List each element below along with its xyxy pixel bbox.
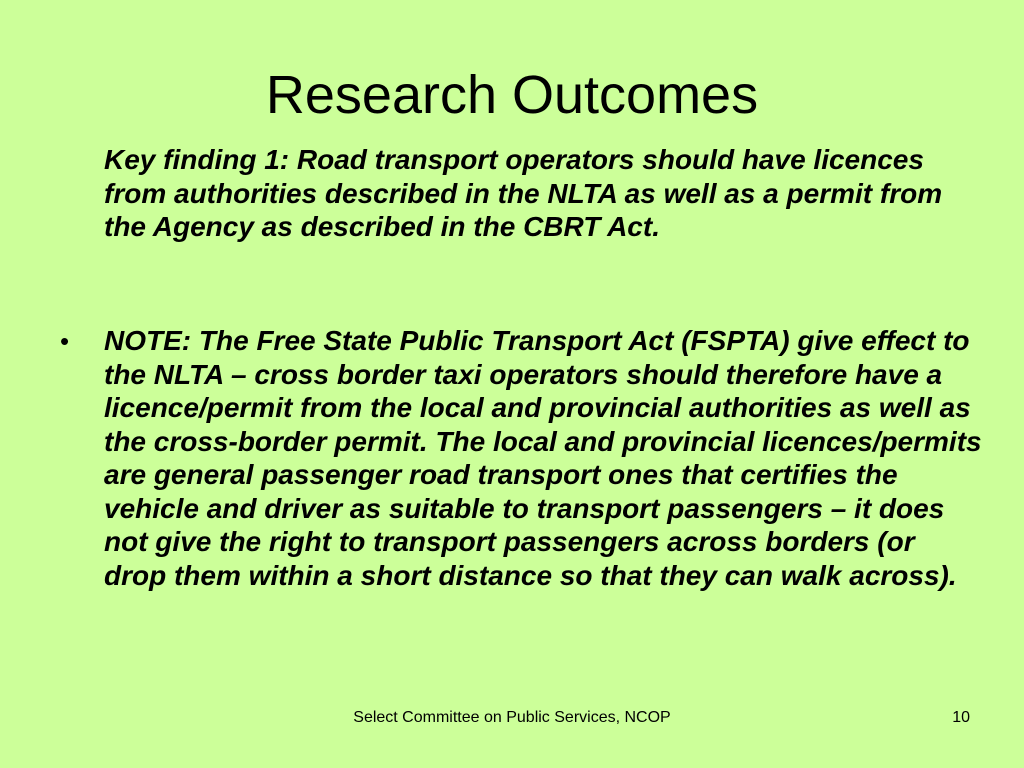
bullet-marker: • [60, 326, 70, 356]
slide-title: Research Outcomes [265, 65, 759, 125]
key-finding-paragraph: Key finding 1: Road transport operators should have licences from authorities described in the NLTA as well as a permit from the Agency as described in the CBRT Act. [104, 144, 943, 242]
note-paragraph: NOTE: The Free State Public Transport Act (FSPTA) give effect to the NLTA – cross border taxi operators should therefore have a licence/permit from the local and provincial authorities as well as the cross-border permit. The local and provincial licences/permits are general passenger road transport ones that certifies the vehicle and driver as suitable to transport passengers – it does not give the right to transport passengers across borders (or drop them within a short distance so that they can walk across). [104, 325, 982, 591]
page-number: 10 [952, 709, 970, 726]
footer-text: Select Committee on Public Services, NCOP [353, 709, 671, 726]
